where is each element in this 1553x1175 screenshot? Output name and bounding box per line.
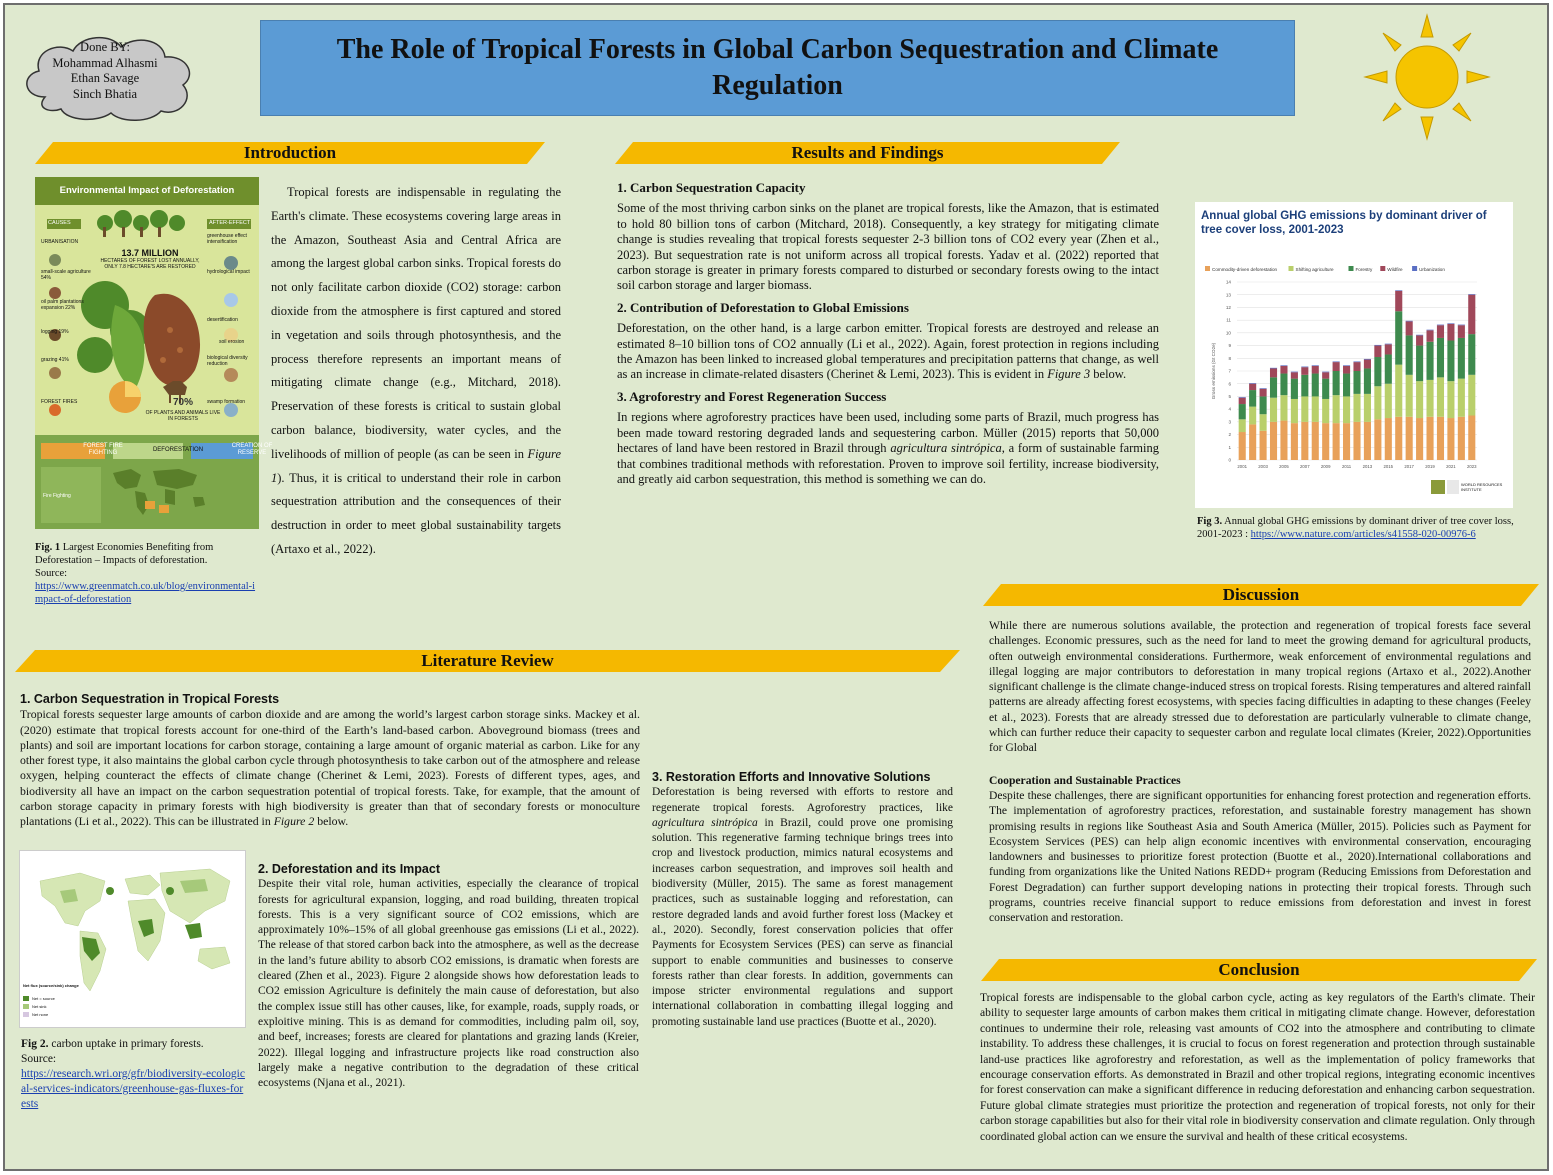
- infographic-header: Environmental Impact of Deforestation: [35, 177, 259, 205]
- bar-segment: [1239, 419, 1246, 432]
- bar-segment: [1458, 338, 1465, 379]
- x-tick-label: 2019: [1425, 464, 1435, 469]
- bar-segment: [1291, 379, 1298, 399]
- bar-segment: [1447, 418, 1454, 460]
- bar-segment: [1385, 344, 1392, 345]
- figure1-source-label: Source:: [35, 568, 68, 579]
- y-tick-label: 5: [1228, 394, 1231, 400]
- chart-title: Annual global GHG emissions by dominant driver of tree cover loss, 2001-2023: [1201, 210, 1487, 236]
- y-tick-label: 2: [1228, 432, 1231, 438]
- poster: [3, 3, 1549, 1171]
- legend-swatch: [1349, 266, 1354, 271]
- bar-segment: [1343, 423, 1350, 460]
- italic-term: agricultura sintrópica: [652, 816, 758, 829]
- bar-segment: [1374, 346, 1381, 357]
- bar-segment: [1312, 374, 1319, 397]
- bar-segment: [1270, 422, 1277, 460]
- bar-segment: [1364, 394, 1371, 422]
- ghg-emissions-chart: [1195, 202, 1513, 508]
- y-tick-label: 7: [1228, 368, 1231, 374]
- y-tick-label: 13: [1225, 292, 1231, 298]
- y-tick-label: 10: [1225, 330, 1231, 336]
- x-tick-label: 2001: [1237, 464, 1247, 469]
- bar-segment: [1364, 360, 1371, 369]
- discussion-subheading: Cooperation and Sustainable Practices: [989, 773, 1181, 787]
- conclusion-banner: [981, 959, 1537, 981]
- bar-segment: [1343, 366, 1350, 374]
- bar-segment: [1280, 395, 1287, 420]
- literature-section-2: [258, 862, 639, 1091]
- logging-label: logging 19%: [41, 329, 69, 335]
- figure1-label: Fig. 1: [35, 542, 61, 553]
- figure2-source-label: Source:: [21, 1053, 57, 1065]
- bar-segment: [1447, 323, 1454, 324]
- literature-p1-text: Tropical forests sequester large amounts of carbon dioxide and are among the world’s largest carbon storage sinks. Mackey et al. (2020) estimate that tropical forests account for one-third of the Earth’s land-based carbon. Aboveground biomass (trees and plants) and soil are important locations for carbon storage, containing a large amount of organic material as carbon. Like for any other forest type, it also maintains the global carbon cycle through photosynthesis to take carbon out of the atmosphere and release oxygen, helping counteract the effects of climate change (Cherinet & Lemi, 2023). Forests of different types, ages, and biodiversity all have an impact on the carbon sequestration potential of tropical forests. Take, for example, that the amount of carbon storage capacity in primary forests with high biodiversity is greater than that of secondary forests or monoculture plantations (Li et al., 2022). This can be illustrated in: [20, 707, 640, 829]
- y-tick-label: 6: [1228, 381, 1231, 387]
- bar-segment: [1426, 417, 1433, 460]
- legend-label: Wildfire: [1387, 267, 1403, 272]
- legend-swatch: [1380, 266, 1385, 271]
- y-tick-label: 1: [1228, 444, 1231, 450]
- bar-segment: [1426, 380, 1433, 417]
- italic-term: agricultura sintrópica: [890, 441, 1002, 456]
- bar-segment: [1312, 365, 1319, 366]
- bar-segment: [1301, 422, 1308, 460]
- literature-subheading: 3. Restoration Efforts and Innovative Solutions: [652, 770, 931, 784]
- carbon-flux-map: [19, 850, 246, 1028]
- discussion-text: [989, 618, 1531, 926]
- bar-segment: [1437, 417, 1444, 460]
- oil-palm-label: oil palm plantations expansion 22%: [41, 299, 84, 311]
- bar-segment: [1468, 294, 1475, 295]
- figure2-caption-text: carbon uptake in primary forests.: [51, 1038, 204, 1050]
- y-tick-label: 8: [1228, 355, 1231, 361]
- bar-segment: [1280, 421, 1287, 460]
- desertification-label: desertification: [207, 317, 238, 323]
- figure2-source-link[interactable]: https://research.wri.org/gfr/biodiversity-ecological-services-indicators/greenhouse-gas-fluxes-forests: [21, 1068, 245, 1110]
- causes-label: CAUSES: [48, 220, 71, 226]
- bar-segment: [1374, 419, 1381, 460]
- bar-segment: [1468, 334, 1475, 375]
- map-legend-item: Net none: [32, 1012, 49, 1017]
- bar-segment: [1437, 325, 1444, 338]
- bar-segment: [1468, 295, 1475, 334]
- map-legend-item: Net sink: [32, 1004, 47, 1009]
- bar-segment: [1374, 357, 1381, 386]
- bar-segment: [1416, 418, 1423, 460]
- y-tick-label: 9: [1228, 343, 1231, 349]
- author-name: Mohammad Alhasmi: [52, 55, 158, 70]
- results-subheading: 1. Carbon Sequestration Capacity: [617, 180, 806, 195]
- bar-segment: [1291, 372, 1298, 378]
- bar-segment: [1333, 371, 1340, 395]
- figure3-source-link[interactable]: https://www.nature.com/articles/s41558-020-00976-6: [1250, 529, 1476, 540]
- bar-segment: [1312, 396, 1319, 421]
- map-legend-item: Net = source: [32, 996, 55, 1001]
- literature-heading: Literature Review: [421, 651, 554, 670]
- introduction-banner: [35, 142, 545, 164]
- bar-segment: [1458, 417, 1465, 460]
- chart-canvas: [1195, 202, 1513, 508]
- swamp-label: swamp formation: [207, 399, 246, 405]
- bar-segment: [1322, 372, 1329, 378]
- bar-segment: [1301, 396, 1308, 421]
- wri-logo-mark: [1431, 480, 1445, 494]
- bar-segment: [1239, 397, 1246, 398]
- bar-segment: [1249, 383, 1256, 384]
- results-heading: Results and Findings: [791, 143, 944, 162]
- conclusion-heading: Conclusion: [1218, 960, 1300, 979]
- discussion-banner: [983, 584, 1539, 606]
- soil-erosion-label: soil erosion: [219, 339, 245, 345]
- results-paragraph: Some of the most thriving carbon sinks on the planet are tropical forests, like the Amazon, that is estimated to hold 80 billion tons of carbon (Mitchard, 2018). Consequently, a key strategy for mitigating climate change is studies revealing that tropical forests sequester 2-3 billion tons of CO2 every year (Zhen et al., 2023). But sequestration rate is not uniform across all tropical forests. Yadav et al. (2022) reported that carbon storage is greater in primary forests compared to disturbed or secondary forests owing to the intact soil carbon storage and larger biomass.: [617, 201, 1159, 293]
- legend-label: Urbanization: [1419, 267, 1445, 272]
- bar-segment: [1270, 377, 1277, 397]
- introduction-heading: Introduction: [243, 143, 337, 162]
- sun-icon: [1363, 13, 1491, 141]
- bar-segment: [1291, 423, 1298, 460]
- bar-segment: [1395, 291, 1402, 311]
- bar-segment: [1270, 368, 1277, 369]
- bar-segment: [1249, 407, 1256, 425]
- bar-segment: [1280, 366, 1287, 374]
- bar-segment: [1458, 379, 1465, 417]
- bar-segment: [1249, 424, 1256, 460]
- x-tick-label: 2009: [1320, 464, 1331, 469]
- figure1-caption-text: Largest Economies Benefiting from Deforestation – Impacts of deforestation.: [35, 542, 214, 566]
- results-p3-text: In regions where agroforestry practices have been used, including some parts of Brazil, much progress has been made toward restoring degraded lands and sequestering carbon. Müller (2015) reports that 50,000 hectares of land have been restored in Brazil through: [617, 410, 1159, 456]
- title-box: [260, 20, 1295, 116]
- bar-segment: [1322, 423, 1329, 460]
- bar-segment: [1312, 366, 1319, 374]
- bar-segment: [1333, 395, 1340, 423]
- bar-segment: [1260, 431, 1267, 460]
- legend-swatch: [1205, 266, 1210, 271]
- bar-segment: [1333, 361, 1340, 362]
- bar-segment: [1406, 335, 1413, 374]
- literature-p3-text: Deforestation is being reversed with efforts to restore and regenerate tropical forests. Agroforestry practices, like: [652, 786, 953, 814]
- bar-segment: [1374, 345, 1381, 346]
- results-p2-text: Deforestation, on the other hand, is a large carbon emitter. Tropical forests are destroyed and release an estimated 8–10 billion tons of CO2 annually (Li et al., 2022). Again, forest protection in regions including the Amazon has been linked to increased global temperatures and precipitation patterns that change, as well as an increase in climate-related disasters (Cherinet & Lemi, 2023). This is evident in: [617, 321, 1159, 382]
- discussion-paragraph: Despite these challenges, there are significant opportunities for enhancing forest protection and regeneration efforts. The implementation of agroforestry practices, reforestation, and sustainable forestry management has shown promising results in regions like Southeast Asia and South America (Müller, 2015). Policies such as Payment for Ecosystem Services (PES) can help align economic incentives with environmental conservation, encouraging landowners and businesses to prioritize forest protection (Buotte et al., 2020).International collaborations and funding from organizations like the United Nations REDD+ program (Reducing Emissions from Deforestation and Forest Degradation) can further support developing nations in protecting their tropical forests. Through such programs, countries receive financial support to reduce emissions from deforestation and invest in forest conservation and restoration.: [989, 788, 1531, 925]
- fire-fighting-tag: FOREST FIRE FIGHTING: [83, 443, 123, 456]
- x-tick-label: 2021: [1446, 464, 1456, 469]
- reserve-tag: CREATION OF RESERVE: [231, 443, 273, 456]
- bar-segment: [1406, 417, 1413, 460]
- legend-swatch: [1412, 266, 1417, 271]
- bar-segment: [1291, 372, 1298, 373]
- y-tick-label: 12: [1225, 305, 1231, 311]
- hydrological-label: hydrological impact: [207, 269, 250, 275]
- bar-segment: [1416, 335, 1423, 336]
- figure2-label: Fig 2.: [21, 1038, 49, 1050]
- literature-subheading: 2. Deforestation and its Impact: [258, 862, 440, 876]
- conclusion-text: Tropical forests are indispensable to the global carbon cycle, acting as key regulators of the Earth's climate. Their ability to sequester large amounts of carbon makes them critical in mitigating climate change. However, deforestation continues to undermine their role, releasing vast amounts of CO2 into the atmosphere and contributing to climate instability. To address these challenges, it is crucial to focus on forest regeneration and protection through sustainable land-use practices like agroforestry and reforestation, as well as the implementation of policy frameworks that encourage conservation efforts. As demonstrated in Brazil and other tropical regions, integrating economic incentives for forest conservation can make a significant difference in reducing deforestation and enhancing carbon sequestration. Future global climate strategies must prioritize the protection and regeneration of tropical forests, not only for their carbon storage capabilities but also for their vital role in biodiversity conservation and climate regulation. Only through coordinated global action can we ensure the survival and health of these critical ecosystems.: [980, 991, 1535, 1143]
- x-tick-label: 2005: [1279, 464, 1289, 469]
- results-text: [617, 180, 1159, 487]
- bar-segment: [1416, 381, 1423, 418]
- bar-segment: [1395, 290, 1402, 291]
- grazing-label: grazing 41%: [41, 357, 69, 363]
- bar-segment: [1447, 340, 1454, 381]
- bar-segment: [1353, 422, 1360, 460]
- bar-segment: [1301, 367, 1308, 368]
- bar-segment: [1458, 325, 1465, 338]
- x-tick-label: 2015: [1383, 464, 1394, 469]
- legend-label: Forestry: [1355, 267, 1373, 272]
- x-tick-label: 2003: [1258, 464, 1268, 469]
- introduction-text: [271, 181, 561, 562]
- bar-segment: [1343, 365, 1350, 366]
- literature-paragraph: [652, 785, 953, 1030]
- x-tick-label: 2011: [1341, 464, 1352, 469]
- figure3-label: Fig 3.: [1197, 516, 1223, 527]
- bar-segment: [1406, 375, 1413, 417]
- introduction-body: Tropical forests are indispensable in regulating the Earth's climate. These ecosystems covering large areas in the Amazon, Southeast Asia and Central Africa are among the largest global carbon sinks. Tropical forests do not only facilitate carbon dioxide (CO2) storage: carbon dioxide from the atmosphere is first captured and stored in vegetation and soils through photosynthesis, and the process therefore represents an important means of mitigating climate change (e.g., Mitchard, 2018). Preservation of these forests is critical to sustain global carbon balance, biodiversity, water cycles, and the livelihoods of million of people (as can be seen in: [271, 185, 561, 461]
- bar-segment: [1322, 379, 1329, 399]
- literature-banner: [15, 650, 960, 672]
- map-legend-title: Net flux (source/sink) change: [23, 983, 79, 988]
- figure3-reference: Figure 3: [1047, 367, 1091, 382]
- bar-segment: [1468, 375, 1475, 416]
- bar-segment: [1291, 399, 1298, 423]
- bar-segment: [1270, 368, 1277, 377]
- small-scale-agriculture-label: small-scale agriculture 54%: [41, 269, 91, 281]
- bar-segment: [1239, 432, 1246, 460]
- bar-segment: [1239, 398, 1246, 404]
- bar-segment: [1374, 386, 1381, 419]
- bar-segment: [1333, 423, 1340, 460]
- legend-swatch: [1289, 266, 1294, 271]
- legend-label: Commodity-driven deforestation: [1212, 267, 1278, 272]
- bar-segment: [1364, 368, 1371, 393]
- x-tick-label: 2007: [1300, 464, 1310, 469]
- y-tick-label: 11: [1226, 317, 1231, 323]
- bar-segment: [1353, 394, 1360, 422]
- poster-title: The Role of Tropical Forests in Global Carbon Sequestration and Climate Regulation: [336, 34, 1219, 101]
- biodiversity-label: biological diversity reduction: [207, 355, 248, 367]
- bar-segment: [1447, 381, 1454, 418]
- bar-segment: [1249, 384, 1256, 390]
- bar-segment: [1260, 396, 1267, 414]
- y-tick-label: 4: [1228, 406, 1231, 412]
- forest-fires-label: FOREST FIRES: [41, 399, 78, 405]
- figure2-reference: Figure 2: [273, 814, 315, 829]
- x-tick-label: 2017: [1404, 464, 1414, 469]
- discussion-heading: Discussion: [1222, 585, 1300, 604]
- stat-caption: HECTARES OF FOREST LOST ANNUALLY, ONLY 7.8 HECTARE'S ARE RESTORED: [100, 258, 200, 270]
- bar-segment: [1385, 384, 1392, 418]
- bar-segment: [1322, 372, 1329, 373]
- urbanisation-label: URBANISATION: [41, 239, 79, 245]
- bar-segment: [1343, 396, 1350, 423]
- bar-segment: [1364, 359, 1371, 360]
- bar-segment: [1395, 311, 1402, 364]
- literature-p1-end: below.: [317, 814, 349, 829]
- literature-subheading: 1. Carbon Sequestration in Tropical Forests: [20, 692, 280, 706]
- wri-logo-text: WORLD RESOURCES INSTITUTE: [1461, 482, 1503, 492]
- plants-percent: 70%: [172, 397, 193, 408]
- figure3-caption-text: Annual global GHG emissions by dominant driver of tree cover loss, 2001-2023 :: [1197, 516, 1514, 540]
- results-paragraph: [617, 410, 1159, 487]
- author-name: Sinch Bhatia: [72, 86, 138, 101]
- figure1-source-link[interactable]: https://www.greenmatch.co.uk/blog/environmental-impact-of-deforestation: [35, 581, 256, 605]
- bar-segment: [1260, 389, 1267, 397]
- literature-paragraph: Despite their vital role, human activities, especially the clearance of tropical forests for agricultural expansion, logging, and road building, threaten tropical forests. This is a very significant source of CO2 emissions, which are approximately 10%–15% of all global greenhouse gas emissions (Li et al., 2022). The release of that stored carbon back into the atmosphere, as well as the decrease in the land’s future ability to absorb CO2 emissions, is dramatic when forests are cleared (Zhen et al., 2023). Figure 2 alongside shows how deforestation leads to CO2 emission Agriculture is definitely the main cause of deforestation, but also the complex issue still has other causes, like, for example, roads, supply roads, or exploitive mining. This is as demand for commodities, including palm oil, soy, and beef, increases; forests are cleared for plantations and grazing lands (Kreier, 2022). Illegal logging and infrastructure projects like road construction also largely make a negative contribution to the degradation of these critical ecosystems (Njana et al., 2021).: [258, 878, 639, 1090]
- authors-heading: Done BY:: [80, 40, 130, 54]
- bar-segment: [1395, 365, 1402, 417]
- authors-block: [35, 40, 175, 102]
- results-banner: [615, 142, 1120, 164]
- legend-label: Shifting agriculture: [1295, 267, 1334, 272]
- bar-segment: [1426, 330, 1433, 331]
- figure1-caption: [35, 541, 260, 606]
- wri-logo-mark: [1447, 480, 1459, 494]
- bar-segment: [1385, 418, 1392, 460]
- bar-segment: [1364, 422, 1371, 460]
- results-subheading: 3. Agroforestry and Forest Regeneration Success: [617, 388, 887, 404]
- results-paragraph: [617, 321, 1159, 383]
- x-tick-label: 2023: [1467, 464, 1477, 469]
- bar-segment: [1301, 375, 1308, 397]
- bar-segment: [1416, 346, 1423, 382]
- bar-segment: [1353, 362, 1360, 371]
- y-tick-label: 3: [1228, 419, 1231, 425]
- bar-segment: [1395, 417, 1402, 460]
- y-tick-label: 14: [1225, 279, 1231, 285]
- bar-segment: [1353, 361, 1360, 362]
- bar-segment: [1260, 414, 1267, 431]
- figure3-caption: [1197, 515, 1517, 541]
- literature-p3-end: in Brazil, could prove one promising solution. This regenerative farming technique brings trees into crop and livestock production, mimics natural ecosystems and increases carbon sequestration, and improves soil health and biodiversity (Müller, 2015). The same as forest management practices, such as sustainable logging and reforestation, can restore degraded lands and avoid further forest loss (Mackey et al., 2020). Secondly, forest conservation policies that offer Payments for Ecosystem Services (PES) can serve as financial support to enable communities and businesses to conserve forests rather than clear forests. In addition, governments can impose stricter environmental regulations and support international collaboration in combatting illegal logging and promoting sustainable land use practices (Buotte et al., 2020).: [652, 816, 954, 1028]
- bar-segment: [1406, 321, 1413, 335]
- figure1-reference: Figure 1: [271, 446, 562, 485]
- deforestation-infographic: [35, 177, 273, 529]
- literature-paragraph: [20, 707, 640, 829]
- bar-segment: [1239, 404, 1246, 419]
- bar-segment: [1458, 325, 1465, 326]
- plants-caption: OF PLANTS AND ANIMALS LIVE IN FORESTS: [145, 410, 221, 422]
- bar-segment: [1437, 338, 1444, 377]
- bar-segment: [1437, 377, 1444, 416]
- bar-segment: [1426, 330, 1433, 341]
- author-name: Ethan Savage: [70, 71, 140, 85]
- bar-segment: [1416, 335, 1423, 345]
- y-tick-label: 0: [1228, 457, 1231, 463]
- greenhouse-label: greenhouse effect intensification: [207, 233, 247, 245]
- literature-section-3: [652, 770, 953, 1030]
- x-tick-label: 2013: [1362, 464, 1373, 469]
- bar-segment: [1301, 367, 1308, 375]
- bar-segment: [1437, 325, 1444, 326]
- discussion-paragraph: While there are numerous solutions available, the protection and regeneration of tropical forests face several challenges. Economic pressures, such as the need for land to meet the growing demand for agricultural products, often outweigh environmental considerations. Furthermore, weak enforcement of environmental regulations and illegal logging are major contributors to deforestation in many tropical regions (Artaxo et al., 2022).Another significant challenge is the climate change-induced stress on tropical forests. Rising temperatures and altered rainfall patterns are already affecting forest ecosystems, with species facing difficulties in adapting to these changes (Feeley et al., 2023). Forests that are already stressed due to deforestation are particularly vulnerable to climate change, which can further reduce their capacity to sequester carbon and regulate local climates (Kreier, 2022).Opportunities for Global: [989, 619, 1531, 755]
- bar-segment: [1447, 324, 1454, 341]
- bar-segment: [1280, 365, 1287, 366]
- bar-segment: [1280, 374, 1287, 396]
- y-axis-label: Gross emissions (Gt CO2e): [1211, 342, 1216, 400]
- introduction-body-end: ). Thus, it is critical to understand their role in carbon sequestration attribution and the consequences of their destruction in order to meet global sustainability targets (Artaxo et al., 2022).: [271, 470, 561, 556]
- bar-segment: [1353, 371, 1360, 394]
- bar-segment: [1468, 416, 1475, 461]
- bar-segment: [1322, 399, 1329, 423]
- bar-segment: [1385, 344, 1392, 354]
- bar-segment: [1260, 388, 1267, 389]
- bar-segment: [1406, 321, 1413, 322]
- deforestation-tag: DEFORESTATION: [152, 447, 204, 453]
- results-subheading: 2. Contribution of Deforestation to Global Emissions: [617, 299, 909, 315]
- bar-segment: [1343, 374, 1350, 397]
- bar-segment: [1333, 362, 1340, 371]
- results-p2-end: below.: [1093, 367, 1127, 382]
- stat-number: 13.7 MILLION: [121, 248, 179, 258]
- infographic-stat: [95, 249, 205, 270]
- bar-segment: [1426, 342, 1433, 380]
- bar-segment: [1249, 390, 1256, 407]
- results-p3-end: , a form of sustainable farming that combines traditional methods with reforestation. Proven to improve soil fertility, increase biodiversity, and greatly aid carbon sequestration, this method is something we can do.: [617, 441, 1160, 486]
- fire-fighting-label: Fire Fighting: [43, 493, 71, 499]
- after-effect-label: AFTER-EFFECT: [209, 220, 251, 226]
- literature-section-1: [20, 692, 640, 830]
- bar-segment: [1385, 354, 1392, 383]
- bar-segment: [1312, 422, 1319, 460]
- bar-segment: [1270, 398, 1277, 422]
- figure2-caption: [21, 1037, 246, 1112]
